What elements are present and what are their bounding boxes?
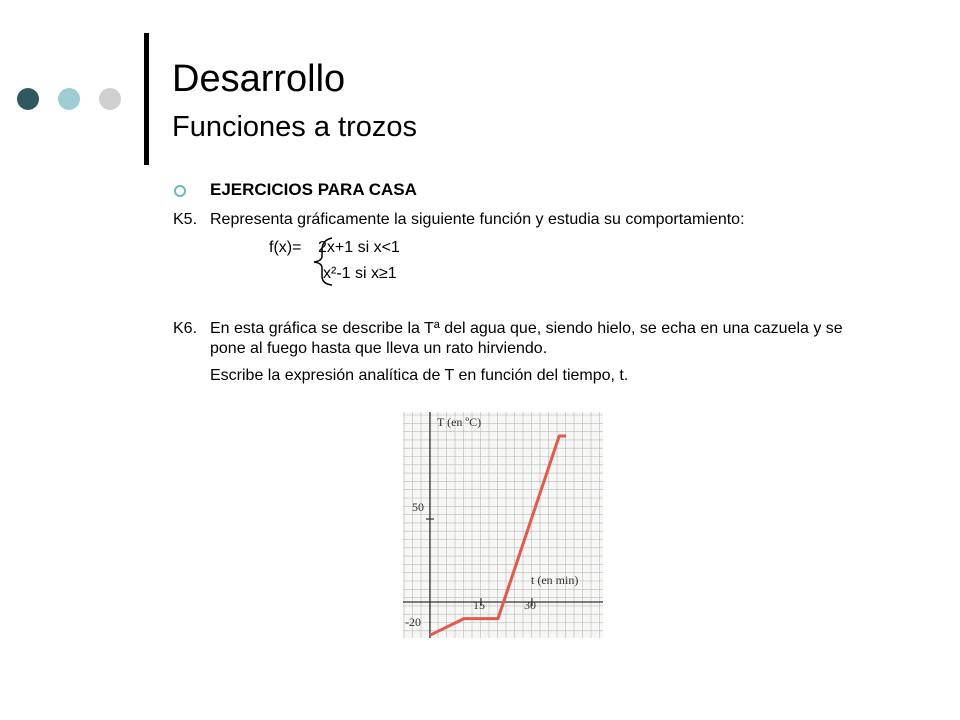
decor-dot-1 (17, 88, 39, 110)
section-heading: EJERCICIOS PARA CASA (210, 180, 417, 199)
k5-piece-2: x²-1 si x≥1 (323, 265, 397, 282)
x-tick-15: 15 (473, 598, 485, 612)
k5-piece-1: 2x+1 si x<1 (318, 239, 400, 256)
y-axis-label: T (en ºC) (437, 415, 482, 429)
k6-text-2: Escribe la expresión analítica de T en función del tiempo, t. (210, 367, 629, 384)
decor-dot-2 (58, 88, 80, 110)
y-tick-50: 50 (412, 500, 424, 514)
k5-text: Representa gráficamente la siguiente función y estudia su comportamiento: (210, 211, 745, 228)
x-axis-label: t (en min) (531, 573, 579, 587)
k5-label: K5. (173, 211, 198, 228)
k6-label: K6. (173, 320, 198, 337)
page-title: Desarrollo (172, 58, 346, 100)
k6-text: En esta gráfica se describe la Tª del agua que, siendo hielo, se echa en una cazuela y se pone al fuego hasta que lleva un rato hirviendo. (210, 320, 843, 357)
temperature-chart (403, 412, 603, 638)
title-divider (144, 33, 149, 165)
x-tick-30: 30 (524, 598, 536, 612)
decor-dot-3 (99, 88, 121, 110)
y-tick-minus20: -20 (405, 615, 421, 629)
page-subtitle: Funciones a trozos (172, 111, 418, 143)
k5-func-name: f(x)= (269, 239, 302, 256)
bullet-icon (174, 185, 186, 197)
